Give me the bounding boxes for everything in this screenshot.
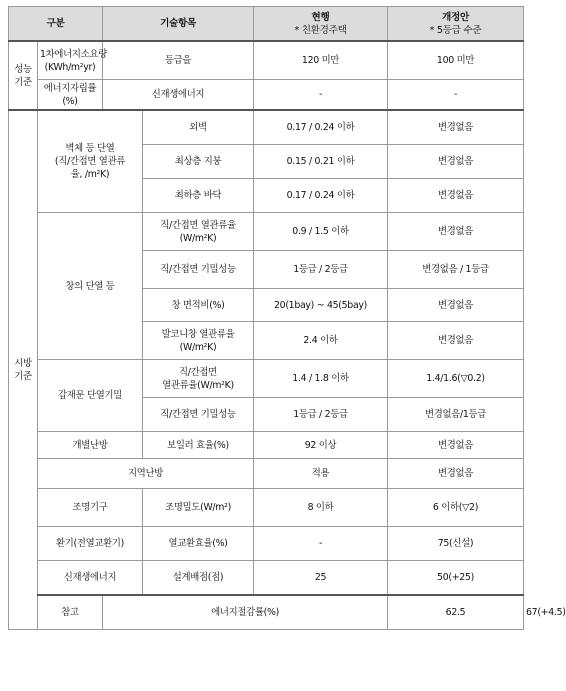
cell-item: 외벽 — [143, 110, 254, 145]
cell-item: 직/간접면 기밀성능 — [143, 251, 254, 289]
cell-revised: 50(+25) — [388, 561, 524, 596]
cell-item: 직/간접면 열관류율(W/m²K) — [143, 213, 254, 251]
cell-item: 설계배점(점) — [143, 561, 254, 596]
energy-standard-comparison-table — [8, 6, 566, 630]
cell-current: 2.4 이하 — [254, 322, 388, 360]
cell-item: 직/간접면 열관류율(W/m²K) — [143, 360, 254, 398]
header-current-title: 현행 — [311, 11, 330, 23]
table-row — [9, 527, 524, 561]
ventilation-label: 환기(전열교환기) — [38, 527, 143, 561]
cell-current: 0.15 / 0.21 이하 — [254, 145, 388, 179]
cell-revised: 변경없음 — [388, 459, 524, 489]
cell-current: 25 — [254, 561, 388, 596]
renewable-label: 신재생에너지 — [38, 561, 143, 596]
table-row — [9, 489, 524, 527]
cell-current: 1.4 / 1.8 이하 — [254, 360, 388, 398]
header-revised — [388, 7, 524, 42]
cell-revised: 변경없음 — [388, 179, 524, 213]
cell-item: 등급을 — [103, 41, 254, 80]
cell-revised: 변경없음 — [388, 213, 524, 251]
cell-item: 발코니창 열관류율(W/m²K) — [143, 322, 254, 360]
cell-current: 92 이상 — [254, 432, 388, 459]
cell-revised: - — [388, 80, 524, 111]
table-row — [9, 213, 524, 251]
cell-revised: 변경없음/1등급 — [388, 398, 524, 432]
table-row — [9, 80, 524, 111]
header-revised-title: 개정안 — [442, 11, 469, 23]
cell-current: 적용 — [254, 459, 388, 489]
cell-item: 조명밀도(W/m²) — [143, 489, 254, 527]
lighting-label: 조명기구 — [38, 489, 143, 527]
primary-energy-label: 1차에너지소요량 (KWh/m²yr) — [38, 41, 103, 80]
header-revised-sub: * 5등급 수준 — [429, 24, 482, 36]
reference-label: 참고 — [38, 595, 103, 630]
cell-revised: 변경없음 — [388, 145, 524, 179]
table-row: 참고 에너지절감률(%) 62.5 67(+4.5) — [9, 595, 524, 630]
table-header-row — [9, 7, 524, 42]
cell-revised: 6 이하(▽2) — [388, 489, 524, 527]
table-row — [9, 459, 524, 489]
performance-label: 성능 기준 — [9, 41, 38, 110]
cell-current: 8 이하 — [254, 489, 388, 527]
cell-item: 직/간접면 기밀성능 — [143, 398, 254, 432]
cell-revised: 변경없음 — [388, 322, 524, 360]
header-category: 구분 — [9, 7, 103, 42]
cell-item: 창 면적비(%) — [143, 289, 254, 322]
cell-revised: 변경없음 — [388, 289, 524, 322]
cell-current: 0.9 / 1.5 이하 — [254, 213, 388, 251]
header-item: 기술항목 — [103, 7, 254, 42]
cell-revised: 100 미만 — [388, 41, 524, 80]
cell-item: 열교환효율(%) — [143, 527, 254, 561]
table-row — [9, 360, 524, 398]
cell-current: 120 미만 — [254, 41, 388, 80]
cell-current: 62.5 — [388, 595, 524, 630]
cell-revised: 1.4/1.6(▽0.2) — [388, 360, 524, 398]
cell-revised: 75(신설) — [388, 527, 524, 561]
cell-current: 20(1bay) ~ 45(5bay) — [254, 289, 388, 322]
wall-insulation-label: 벽체 등 단열 (직/간접면 열관류 율, /m²K) — [38, 110, 143, 213]
cell-revised: 변경없음 — [388, 432, 524, 459]
district-heating-label: 지역난방 — [38, 459, 254, 489]
cell-current: - — [254, 80, 388, 111]
cell-current: 1등급 / 2등급 — [254, 398, 388, 432]
table-row — [9, 110, 524, 145]
cell-item: 에너지절감률(%) — [103, 595, 388, 630]
table-row — [9, 432, 524, 459]
cell-item: 보일러 효율(%) — [143, 432, 254, 459]
self-sufficiency-label: 에너지자립률(%) — [38, 80, 103, 111]
cell-item: 신재생에너지 — [103, 80, 254, 111]
cell-current: - — [254, 527, 388, 561]
cell-item: 최하층 바닥 — [143, 179, 254, 213]
header-current-sub: * 친환경주택 — [294, 24, 347, 36]
cell-revised: 변경없음 — [388, 110, 524, 145]
header-current — [254, 7, 388, 42]
cell-revised: 변경없음 / 1등급 — [388, 251, 524, 289]
individual-heating-label: 개별난방 — [38, 432, 143, 459]
cell-item: 최상층 지붕 — [143, 145, 254, 179]
fire-door-label: 갑재문 단열기밀 — [38, 360, 143, 432]
table-row — [9, 41, 524, 80]
cell-current: 0.17 / 0.24 이하 — [254, 179, 388, 213]
window-insulation-label: 창의 단열 등 — [38, 213, 143, 360]
cell-current: 0.17 / 0.24 이하 — [254, 110, 388, 145]
table-row — [9, 561, 524, 596]
cell-current: 1등급 / 2등급 — [254, 251, 388, 289]
spec-label: 시방 기준 — [9, 110, 38, 630]
